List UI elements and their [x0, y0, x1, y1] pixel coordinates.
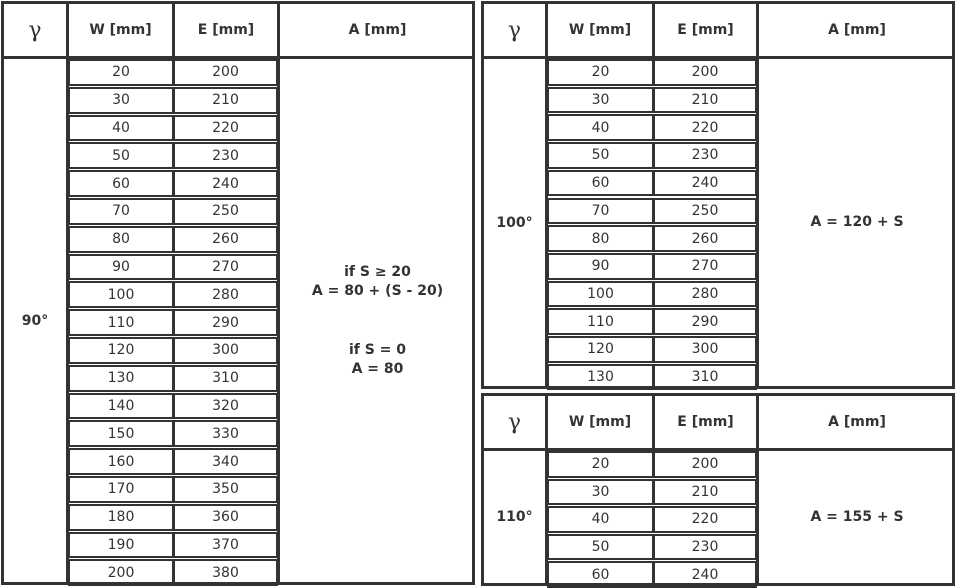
w-value-cell: 160 — [68, 448, 174, 475]
e-value-cell: 290 — [173, 309, 278, 336]
e-value-cell: 260 — [653, 225, 757, 252]
w-value-cell: 50 — [547, 534, 654, 561]
e-value-cell: 230 — [173, 142, 278, 169]
header-e: E [mm] — [197, 22, 255, 38]
e-value-cell: 220 — [653, 114, 757, 141]
header-gamma: γ — [507, 409, 522, 435]
formula-block — [759, 451, 955, 583]
e-value-cell: 370 — [173, 532, 278, 559]
formula-block — [759, 59, 955, 386]
w-value-cell: 60 — [547, 170, 654, 197]
w-value-cell: 70 — [68, 198, 174, 225]
e-value-cell: 220 — [173, 115, 278, 142]
w-value-cell: 130 — [68, 365, 174, 392]
e-value-cell: 230 — [653, 534, 757, 561]
header-gamma: γ — [28, 17, 42, 43]
e-value-cell: 320 — [173, 393, 278, 420]
w-value-cell: 100 — [68, 281, 174, 308]
w-value-cell: 20 — [547, 59, 654, 86]
e-value-cell: 250 — [173, 198, 278, 225]
header-w: W [mm] — [89, 22, 152, 38]
w-value-cell: 100 — [547, 281, 654, 308]
e-value-cell: 380 — [173, 559, 278, 586]
e-value-cell: 310 — [173, 365, 278, 392]
w-value-cell: 50 — [547, 142, 654, 169]
e-value-cell: 200 — [173, 59, 278, 86]
w-value-cell: 200 — [68, 559, 174, 586]
header-e: E [mm] — [677, 414, 734, 430]
e-value-cell: 360 — [173, 504, 278, 531]
e-value-cell: 240 — [653, 170, 757, 197]
e-value-cell: 270 — [653, 253, 757, 280]
w-value-cell: 90 — [547, 253, 654, 280]
w-value-cell: 150 — [68, 420, 174, 447]
w-value-cell: 30 — [547, 479, 654, 506]
w-value-cell: 110 — [547, 308, 654, 335]
e-value-cell: 200 — [653, 59, 757, 86]
e-value-cell: 270 — [173, 254, 278, 281]
e-value-cell: 290 — [653, 308, 757, 335]
header-a: A [mm] — [348, 22, 407, 38]
w-value-cell: 120 — [68, 337, 174, 364]
e-value-cell: 230 — [653, 142, 757, 169]
formula-line: if S = 0 — [348, 341, 407, 358]
formula-line: A = 120 + S — [810, 214, 904, 230]
w-value-cell: 40 — [547, 506, 654, 533]
formula-line: A = 80 — [351, 360, 404, 377]
w-value-cell: 20 — [547, 451, 654, 478]
angle-label: 110° — [496, 509, 533, 525]
e-value-cell: 280 — [653, 281, 757, 308]
e-value-cell: 330 — [173, 420, 278, 447]
table-100 — [481, 1, 955, 389]
angle-label: 100° — [496, 214, 533, 231]
w-value-cell: 130 — [547, 364, 654, 391]
w-value-cell: 50 — [68, 142, 174, 169]
w-value-cell: 80 — [547, 225, 654, 252]
e-value-cell: 210 — [653, 479, 757, 506]
header-e: E [mm] — [677, 22, 734, 38]
w-value-cell: 90 — [68, 254, 174, 281]
w-value-cell: 30 — [68, 87, 174, 114]
w-value-cell: 60 — [68, 170, 174, 197]
e-value-cell: 300 — [653, 336, 757, 363]
w-value-cell: 80 — [68, 226, 174, 253]
w-value-cell: 190 — [68, 532, 174, 559]
w-value-cell: 60 — [547, 561, 654, 588]
w-value-cell: 120 — [547, 336, 654, 363]
header-gamma: γ — [507, 17, 522, 43]
e-value-cell: 210 — [173, 87, 278, 114]
header-a: A [mm] — [828, 414, 886, 430]
e-value-cell: 350 — [173, 476, 278, 503]
w-value-cell: 180 — [68, 504, 174, 531]
table-90 — [1, 1, 475, 585]
formula-block — [280, 59, 475, 582]
e-value-cell: 260 — [173, 226, 278, 253]
header-a: A [mm] — [828, 22, 886, 38]
e-value-cell: 220 — [653, 506, 757, 533]
e-value-cell: 250 — [653, 198, 757, 225]
e-value-cell: 280 — [173, 281, 278, 308]
w-value-cell: 170 — [68, 476, 174, 503]
table-110 — [481, 393, 955, 586]
w-value-cell: 40 — [68, 115, 174, 142]
w-value-cell: 40 — [547, 114, 654, 141]
header-w: W [mm] — [568, 22, 632, 38]
angle-label: 90° — [21, 312, 49, 329]
formula-line: A = 155 + S — [810, 508, 904, 525]
e-value-cell: 200 — [653, 451, 757, 478]
w-value-cell: 70 — [547, 198, 654, 225]
w-value-cell: 30 — [547, 87, 654, 114]
e-value-cell: 240 — [173, 170, 278, 197]
e-value-cell: 300 — [173, 337, 278, 364]
w-value-cell: 20 — [68, 59, 174, 86]
header-w: W [mm] — [568, 414, 632, 430]
formula-line: A = 80 + (S - 20) — [311, 282, 444, 299]
e-value-cell: 240 — [653, 561, 757, 588]
formula-line: if S ≥ 20 — [344, 263, 411, 280]
e-value-cell: 340 — [173, 448, 278, 475]
w-value-cell: 140 — [68, 393, 174, 420]
e-value-cell: 210 — [653, 87, 757, 114]
e-value-cell: 310 — [653, 364, 757, 391]
w-value-cell: 110 — [68, 309, 174, 336]
